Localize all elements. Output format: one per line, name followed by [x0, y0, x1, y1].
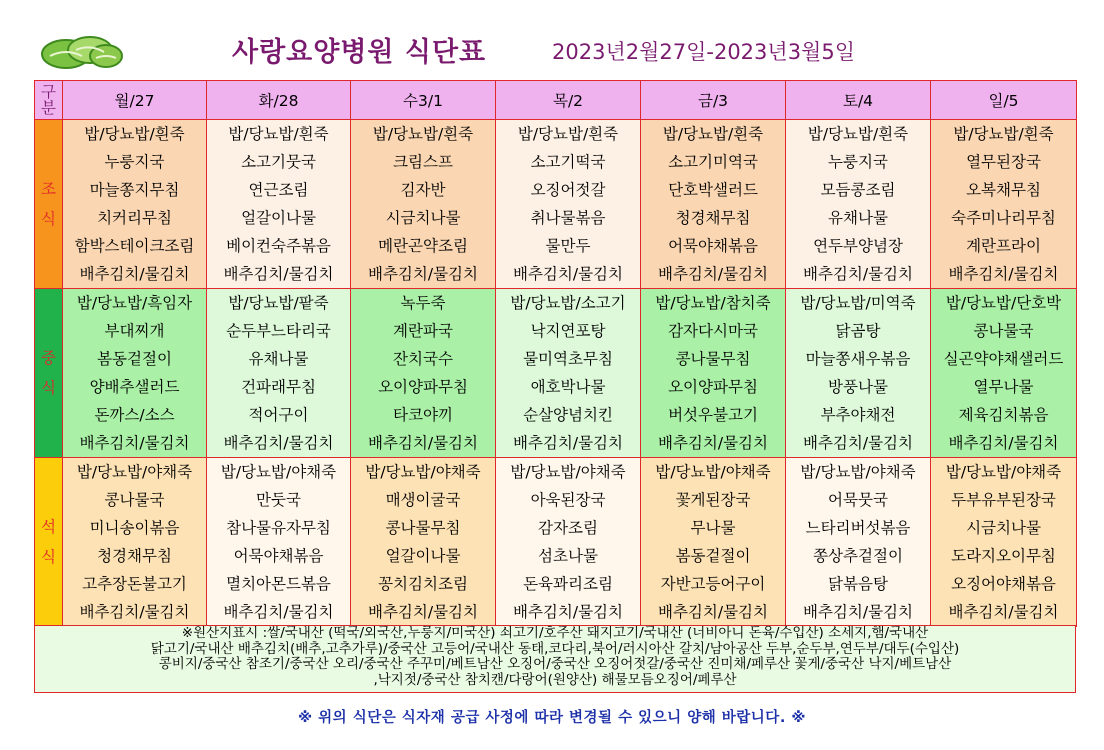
- menu-item: 치커리무침: [97, 209, 172, 227]
- menu-item: 콩나물무침: [385, 519, 461, 537]
- menu-item: 소고기뭇국: [241, 153, 316, 171]
- day-header: 화/28: [207, 81, 351, 120]
- meal-label-char: 식: [41, 379, 56, 397]
- menu-item: 얼갈이나물: [241, 209, 316, 227]
- menu-item: 어묵야채볶음: [233, 547, 324, 565]
- day-header: 목/2: [496, 81, 641, 120]
- menu-cell: [786, 289, 931, 458]
- menu-item: 시금치나물: [385, 209, 461, 227]
- date-range: 2023년2월27일-2023년3월5일: [552, 40, 855, 64]
- menu-item: 물미역초무침: [523, 350, 613, 368]
- menu-item: 오징어야채볶음: [951, 575, 1056, 593]
- menu-item: 열무나물: [973, 378, 1034, 396]
- menu-item: 콩나물국: [973, 322, 1034, 340]
- menu-item: 배추김치/물김치: [512, 603, 624, 621]
- menu-item: 밥/당뇨밥/흰죽: [84, 125, 185, 143]
- menu-item: 밥/당뇨밥/흰죽: [372, 125, 474, 143]
- menu-item: 배추김치/물김치: [948, 603, 1059, 621]
- origin-notice: [34, 625, 1076, 693]
- menu-item: 밥/당뇨밥/흰죽: [807, 125, 909, 143]
- menu-item: 배추김치/물김치: [223, 603, 334, 621]
- menu-item: 누룽지국: [828, 153, 888, 171]
- menu-item: 미니송이볶음: [89, 519, 180, 537]
- meal-label-char: 식: [41, 548, 56, 566]
- menu-item: 연근조림: [248, 181, 309, 199]
- menu-item: 멸치아몬드볶음: [226, 575, 331, 593]
- menu-item: 양배추샐러드: [89, 378, 180, 396]
- menu-item: 적어구이: [248, 406, 309, 424]
- menu-item: 계란파국: [393, 322, 453, 340]
- menu-item: 유채나물: [828, 209, 888, 227]
- day-header: 토/4: [786, 81, 931, 120]
- menu-cell: [207, 458, 351, 627]
- menu-item: 감자조림: [538, 519, 598, 537]
- menu-item: 녹두죽: [400, 294, 446, 312]
- menu-item: 열무된장국: [966, 153, 1041, 171]
- menu-item: 어묵야채볶음: [668, 237, 758, 255]
- menu-item: 오이양파무침: [668, 378, 758, 396]
- menu-item: 밥/당뇨밥/팥죽: [228, 294, 329, 312]
- menu-item: 아욱된장국: [530, 491, 606, 509]
- menu-item: 어묵뭇국: [828, 491, 888, 509]
- menu-item: 돈육꽈리조림: [523, 575, 613, 593]
- day-header: 월/27: [63, 81, 207, 120]
- menu-item: 소고기떡국: [530, 153, 606, 171]
- menu-cell: [641, 458, 786, 627]
- menu-item: 참나물유자무침: [226, 519, 331, 537]
- menu-item: 밥/당뇨밥/흰죽: [953, 125, 1054, 143]
- menu-item: 배추김치/물김치: [79, 265, 190, 283]
- menu-table: [34, 80, 1077, 627]
- menu-item: 청경채무침: [97, 547, 172, 565]
- menu-item: 돈까스/소스: [94, 406, 175, 424]
- day-header: 일/5: [931, 81, 1077, 120]
- menu-item: 오이양파무침: [378, 378, 468, 396]
- menu-item: 건파래무침: [241, 378, 316, 396]
- menu-item: 느타리버섯볶음: [805, 519, 911, 537]
- menu-item: 배추김치/물김치: [657, 434, 769, 452]
- menu-cell: [63, 289, 207, 458]
- menu-item: 밥/당뇨밥/야채죽: [365, 463, 481, 481]
- menu-item: 배추김치/물김치: [79, 434, 190, 452]
- menu-item: 밥/당뇨밥/야채죽: [220, 463, 337, 481]
- menu-cell: [63, 458, 207, 627]
- menu-item: 밥/당뇨밥/흑임자: [76, 294, 193, 312]
- menu-cell: [931, 289, 1077, 458]
- menu-item: 누룽지국: [104, 153, 165, 171]
- menu-item: 밥/당뇨밥/야채죽: [945, 463, 1062, 481]
- menu-item: 꽁치김치조림: [378, 575, 468, 593]
- corner-label: 구 분: [35, 81, 63, 120]
- menu-item: 제육김치볶음: [958, 406, 1049, 424]
- menu-cell: [351, 458, 496, 627]
- origin-line: ※원산지표시 :쌀/국내산 (떡국/외국산,누룽지/미국산) 쇠고기/호주산 돼지고기/국내산 (너비아니 돈육/수입산) 소세지,햄/국내산: [181, 625, 929, 641]
- menu-item: 부대찌개: [104, 322, 165, 340]
- menu-cell: [641, 289, 786, 458]
- menu-item: 배추김치/물김치: [367, 265, 479, 283]
- menu-item: 만둣국: [256, 491, 301, 509]
- menu-item: 배추김치/물김치: [802, 434, 914, 452]
- menu-item: 꽃게된장국: [675, 491, 751, 509]
- menu-item: 매생이굴국: [385, 491, 461, 509]
- meal-label-char: 조: [41, 180, 56, 198]
- menu-cell: [786, 458, 931, 627]
- menu-item: 배추김치/물김치: [512, 434, 624, 452]
- menu-item: 밥/당뇨밥/야채죽: [655, 463, 771, 481]
- menu-item: 베이컨숙주볶음: [226, 237, 331, 255]
- meal-label: [35, 289, 63, 458]
- menu-item: 무나물: [690, 519, 736, 537]
- menu-item: 마늘쫑지무침: [89, 181, 180, 199]
- menu-item: 소고기미역국: [668, 153, 758, 171]
- menu-item: 마늘쫑새우볶음: [805, 350, 911, 368]
- menu-cell: [351, 120, 496, 289]
- menu-item: 배추김치/물김치: [657, 265, 769, 283]
- menu-cell: [496, 289, 641, 458]
- menu-item: 배추김치/물김치: [367, 603, 479, 621]
- menu-item: 밥/당뇨밥/소고기: [510, 294, 626, 312]
- menu-item: 닭곰탕: [835, 322, 881, 340]
- meal-label-char: 석: [41, 518, 56, 536]
- menu-item: 밥/당뇨밥/흰죽: [517, 125, 619, 143]
- menu-item: 배추김치/물김치: [223, 265, 334, 283]
- menu-item: 배추김치/물김치: [802, 603, 914, 621]
- menu-item: 순살양념치킨: [523, 406, 613, 424]
- menu-cell: [351, 289, 496, 458]
- meal-label-char: 중: [41, 349, 56, 367]
- menu-item: 부추야채전: [820, 406, 896, 424]
- menu-item: 봄동겉절이: [97, 350, 172, 368]
- menu-cell: [496, 458, 641, 627]
- origin-line: 콩비지/중국산 참조기/중국산 오리/중국산 주꾸미/베트남산 오징어/중국산 오징어젓갈/중국산 진미채/페루산 꽃게/중국산 낙지/베트남산: [158, 656, 952, 672]
- page-header: [0, 0, 1104, 80]
- menu-item: 유채나물: [248, 350, 309, 368]
- meal-label-char: 식: [41, 210, 56, 228]
- menu-item: 오징어젓갈: [530, 181, 606, 199]
- menu-item: 배추김치/물김치: [367, 434, 479, 452]
- menu-item: 오복채무침: [966, 181, 1041, 199]
- menu-item: 취나물볶음: [530, 209, 606, 227]
- menu-item: 얼갈이나물: [385, 547, 461, 565]
- menu-item: 배추김치/물김치: [802, 265, 914, 283]
- menu-item: 연두부양념장: [813, 237, 903, 255]
- menu-item: 물만두: [545, 237, 591, 255]
- menu-item: 콩나물국: [104, 491, 165, 509]
- menu-item: 섬초나물: [538, 547, 598, 565]
- menu-item: 배추김치/물김치: [512, 265, 624, 283]
- menu-item: 밥/당뇨밥/흰죽: [228, 125, 329, 143]
- menu-item: 콩나물무침: [675, 350, 751, 368]
- menu-item: 메란곤약조림: [378, 237, 468, 255]
- menu-cell: [931, 458, 1077, 627]
- menu-item: 고추장돈불고기: [82, 575, 187, 593]
- menu-item: 배추김치/물김치: [948, 265, 1059, 283]
- menu-item: 밥/당뇨밥/단호박: [945, 294, 1062, 312]
- menu-item: 자반고등어구이: [660, 575, 766, 593]
- menu-item: 낙지연포탕: [530, 322, 606, 340]
- day-header: 금/3: [641, 81, 786, 120]
- menu-item: 함박스테이크조림: [74, 237, 195, 255]
- menu-item: 배추김치/물김치: [223, 434, 334, 452]
- menu-item: 밥/당뇨밥/흰죽: [662, 125, 764, 143]
- meal-row: [35, 289, 1077, 458]
- menu-item: 실곤약야채샐러드: [943, 350, 1064, 368]
- meal-row: [35, 458, 1077, 627]
- meal-label: [35, 120, 63, 289]
- menu-item: 봄동겉절이: [675, 547, 751, 565]
- menu-item: 밥/당뇨밥/미역죽: [800, 294, 916, 312]
- menu-item: 두부유부된장국: [951, 491, 1056, 509]
- menu-item: 타코야끼: [393, 406, 453, 424]
- menu-cell: [641, 120, 786, 289]
- menu-item: 밥/당뇨밥/야채죽: [76, 463, 193, 481]
- menu-item: 밥/당뇨밥/야채죽: [510, 463, 626, 481]
- menu-cell: [496, 120, 641, 289]
- day-header-row: [35, 81, 1077, 120]
- change-notice: ※ 위의 식단은 식자재 공급 사정에 따라 변경될 수 있으니 양해 바랍니다. ※: [298, 710, 806, 726]
- origin-line: 닭고기/국내산 배추김치(배추,고추가루)/중국산 고등어/국내산 동태,코다리,북어/러시아산 갈치/남아공산 두부,순두부,연두부/대두(수입산): [150, 640, 960, 657]
- day-header: 수3/1: [351, 81, 496, 120]
- menu-item: 버섯우불고기: [668, 406, 758, 424]
- menu-item: 배추김치/물김치: [79, 603, 190, 621]
- menu-item: 시금치나물: [966, 519, 1041, 537]
- menu-item: 감자다시마국: [668, 322, 758, 340]
- page-title: 사랑요양병원 식단표: [232, 37, 487, 68]
- origin-line: ,낙지젓/중국산 참치캔/다랑어(원양산) 해물모듬오징어/페루산: [373, 671, 737, 688]
- menu-item: 쫑상추겉절이: [813, 547, 903, 565]
- meal-label: [35, 458, 63, 627]
- menu-item: 단호박샐러드: [668, 181, 758, 199]
- meal-row: [35, 120, 1077, 289]
- menu-item: 모듬콩조림: [820, 181, 896, 199]
- menu-cell: [931, 120, 1077, 289]
- menu-item: 배추김치/물김치: [657, 603, 769, 621]
- menu-item: 김자반: [400, 181, 446, 199]
- menu-item: 방풍나물: [828, 378, 888, 396]
- menu-cell: [63, 120, 207, 289]
- menu-item: 잔치국수: [393, 350, 453, 368]
- menu-item: 청경채무침: [675, 209, 751, 227]
- menu-item: 밥/당뇨밥/참치죽: [655, 294, 771, 312]
- menu-item: 밥/당뇨밥/야채죽: [800, 463, 916, 481]
- menu-item: 애호박나물: [530, 378, 606, 396]
- cabbage-leaves-icon: [40, 28, 124, 72]
- menu-item: 계란프라이: [966, 237, 1041, 255]
- menu-item: 배추김치/물김치: [948, 434, 1059, 452]
- menu-cell: [207, 289, 351, 458]
- menu-item: 닭볶음탕: [828, 575, 888, 593]
- menu-item: 도라지오이무침: [951, 547, 1056, 565]
- menu-cell: [207, 120, 351, 289]
- menu-cell: [786, 120, 931, 289]
- menu-item: 크림스프: [393, 153, 453, 171]
- menu-item: 순두부느타리국: [226, 322, 331, 340]
- menu-item: 숙주미나리무침: [951, 209, 1056, 227]
